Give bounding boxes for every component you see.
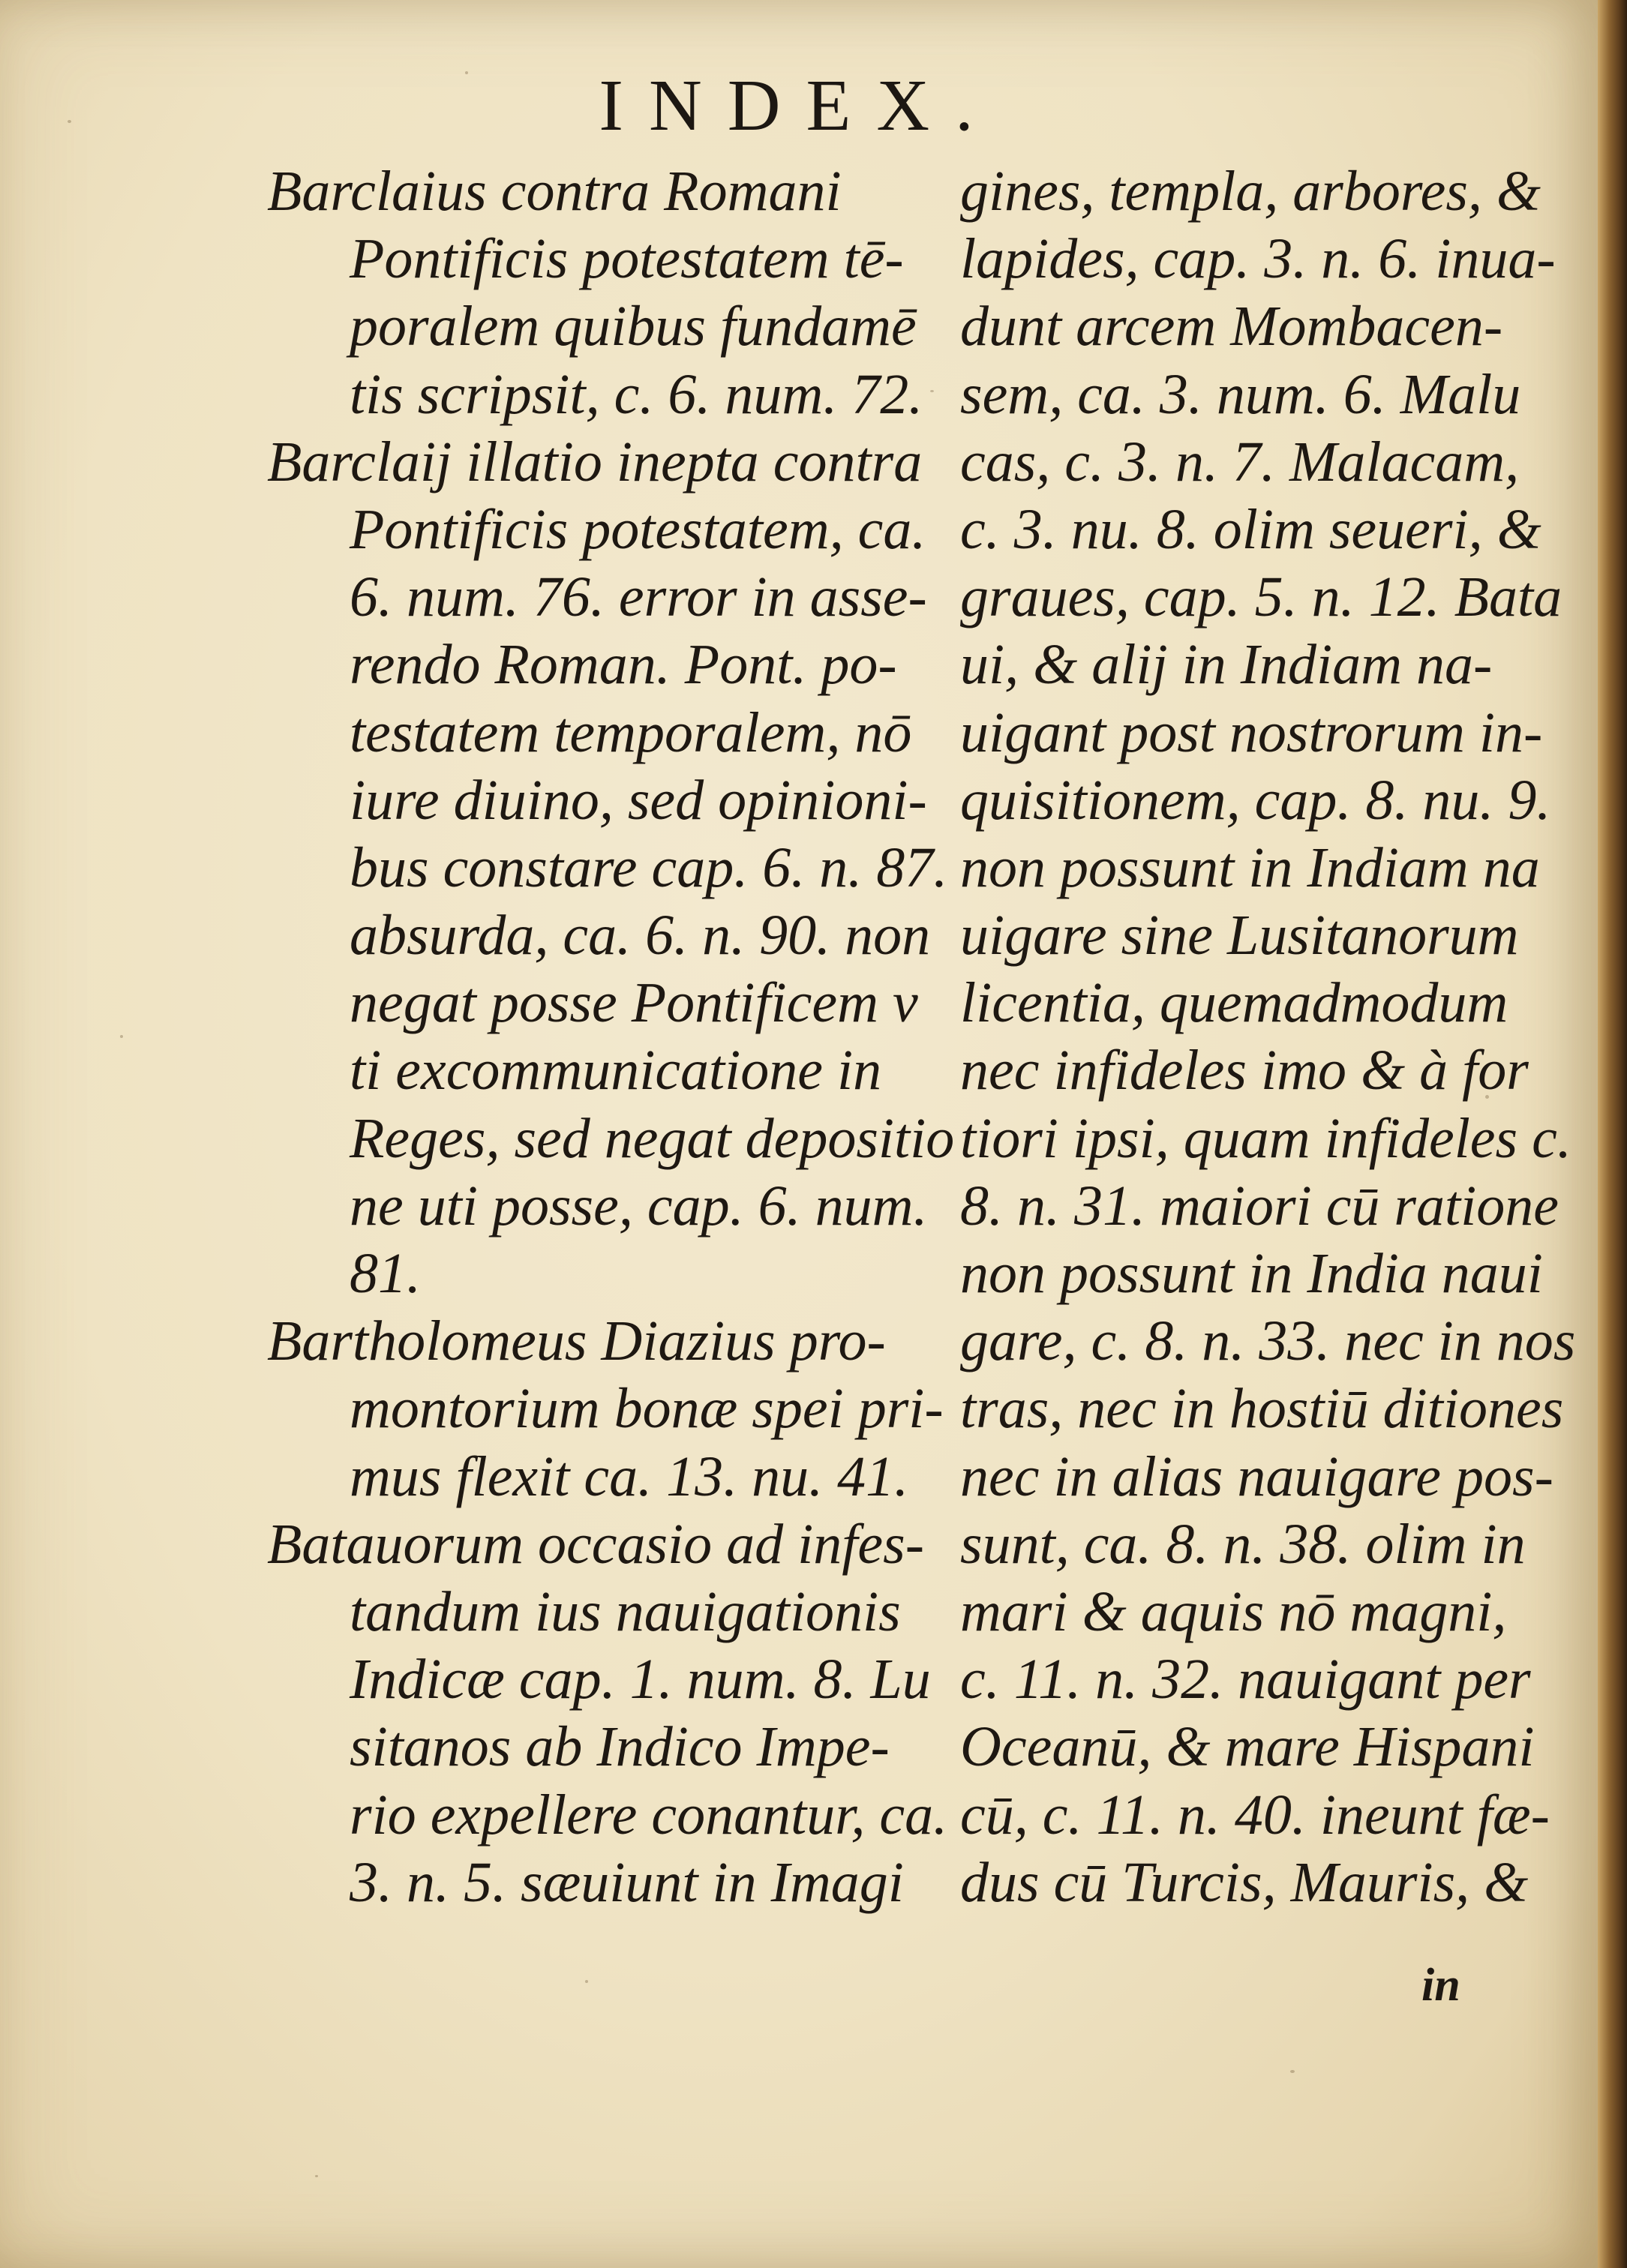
- index-line: montorium bonæ spei pri-: [350, 1377, 944, 1441]
- index-line: Pontificis potestatem, ca.: [350, 497, 926, 561]
- index-line: tiori ipsi, quam infideles c.: [960, 1106, 1571, 1170]
- index-line: c. 3. nu. 8. olim seueri, &: [960, 497, 1541, 561]
- index-line: dunt arcem Mombacen-: [960, 295, 1503, 358]
- index-line: Barclaius contra Romani: [267, 160, 842, 223]
- index-line: quisitionem, cap. 8. nu. 9.: [960, 768, 1551, 832]
- index-line: licentia, quemadmodum: [960, 971, 1508, 1035]
- index-line: rendo Roman. Pont. po-: [350, 633, 897, 697]
- index-line: absurda, ca. 6. n. 90. non: [350, 904, 931, 968]
- index-line: poralem quibus fundamē: [350, 295, 917, 358]
- index-line: nec infideles imo & à for: [960, 1039, 1529, 1102]
- index-line: Oceanū, & mare Hispani: [960, 1715, 1535, 1779]
- paper-speck: [930, 390, 934, 392]
- index-line: Barclaij illatio inepta contra: [267, 430, 923, 494]
- index-line: ne uti posse, cap. 6. num.: [350, 1174, 928, 1238]
- index-line: cū, c. 11. n. 40. ineunt fæ-: [960, 1783, 1550, 1846]
- index-line: tandum ius nauigationis: [350, 1580, 901, 1643]
- index-line: gines, templa, arbores, &: [960, 160, 1541, 223]
- index-line: rio expellere conantur, ca.: [350, 1783, 948, 1846]
- index-line: uigant post nostrorum in-: [960, 700, 1543, 764]
- index-line: Bartholomeus Diazius pro-: [267, 1310, 886, 1373]
- index-line: tras, nec in hostiū ditiones: [960, 1377, 1564, 1441]
- paper-speck: [315, 2175, 318, 2177]
- index-line: dus cū Turcis, Mauris, &: [960, 1850, 1529, 1914]
- index-line: ui, & alij in Indiam na-: [960, 633, 1493, 697]
- left-index-column: [267, 158, 955, 1916]
- index-line: gare, c. 8. n. 33. nec in nos: [960, 1310, 1576, 1373]
- catchword: in: [1421, 1960, 1460, 2011]
- index-line: mari & aquis nō magni,: [960, 1580, 1507, 1643]
- index-line: negat posse Pontificem v: [350, 971, 918, 1035]
- index-line: 6. num. 76. error in asse-: [350, 566, 927, 629]
- index-line: uigare sine Lusitanorum: [960, 904, 1519, 968]
- index-line: Reges, sed negat depositio: [350, 1106, 955, 1170]
- index-line: mus flexit ca. 13. nu. 41.: [350, 1444, 909, 1508]
- right-index-column: [960, 158, 1576, 1916]
- index-line: Indicæ cap. 1. num. 8. Lu: [350, 1648, 931, 1712]
- index-line: sunt, ca. 8. n. 38. olim in: [960, 1512, 1526, 1576]
- index-line: iure diuino, sed opinioni-: [350, 768, 927, 832]
- index-line: cas, c. 3. n. 7. Malacam,: [960, 430, 1520, 494]
- index-line: nec in alias nauigare pos-: [960, 1444, 1553, 1508]
- index-line: sem, ca. 3. num. 6. Malu: [960, 362, 1521, 426]
- index-line: non possunt in India naui: [960, 1242, 1543, 1305]
- index-line: testatem temporalem, nō: [350, 700, 912, 764]
- index-line: 81.: [350, 1242, 421, 1305]
- index-line: ti excommunicatione in: [350, 1039, 882, 1102]
- index-line: Batauorum occasio ad infes-: [267, 1512, 925, 1576]
- index-line: tis scripsit, c. 6. num. 72.: [350, 362, 923, 426]
- paper-speck: [1290, 2070, 1295, 2073]
- index-line: sitanos ab Indico Impe-: [350, 1715, 890, 1779]
- index-line: 8. n. 31. maiori cū ratione: [960, 1174, 1559, 1238]
- index-line: Pontificis potestatem tē-: [350, 227, 904, 291]
- page-heading: INDEX.: [599, 65, 999, 146]
- index-line: bus constare cap. 6. n. 87.: [350, 836, 948, 899]
- index-line: non possunt in Indiam na: [960, 836, 1540, 899]
- book-edge: [1598, 0, 1627, 2268]
- paper-speck: [585, 1980, 588, 1983]
- index-line: c. 11. n. 32. nauigant per: [960, 1648, 1531, 1712]
- index-line: lapides, cap. 3. n. 6. inua-: [960, 227, 1556, 291]
- paper-speck: [120, 1035, 123, 1038]
- index-line: graues, cap. 5. n. 12. Bata: [960, 566, 1562, 629]
- index-line: 3. n. 5. sæuiunt in Imagi: [350, 1850, 904, 1914]
